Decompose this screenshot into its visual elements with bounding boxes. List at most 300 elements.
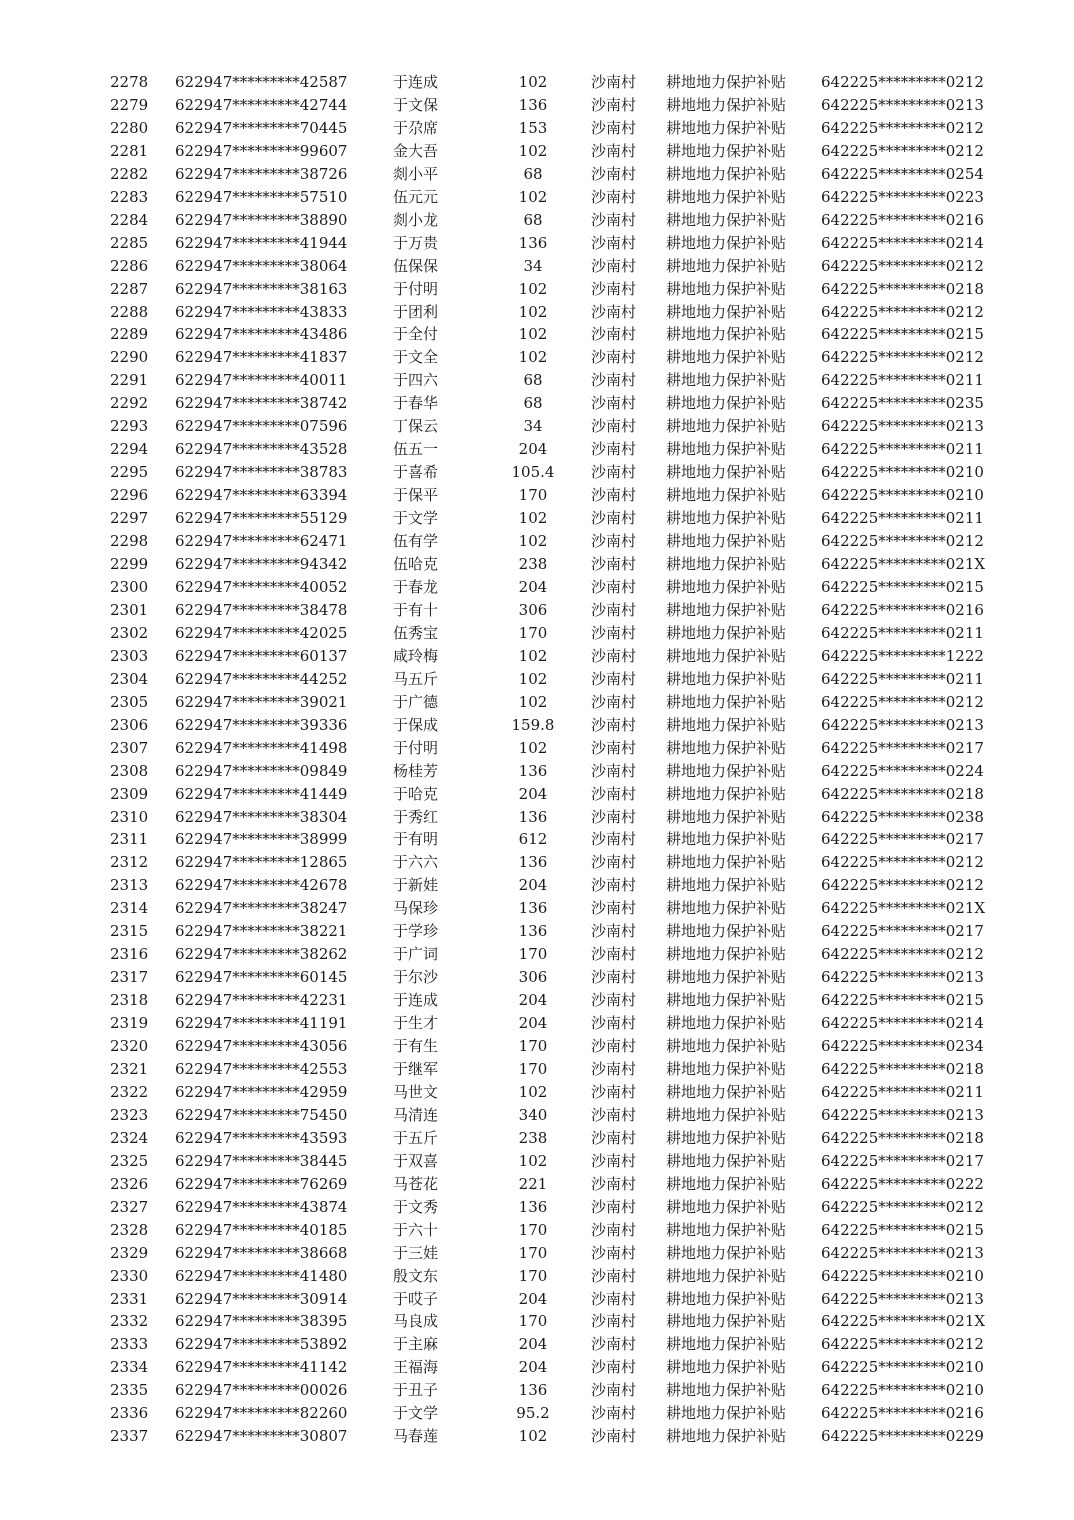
row-seq: 2336	[110, 1404, 149, 1423]
row-subsidy-type: 耕地地力保护补贴	[666, 1174, 787, 1193]
row-seq: 2296	[110, 486, 149, 505]
row-amount: 170	[518, 1059, 548, 1078]
row-amount: 136	[518, 761, 548, 780]
row-village: 沙南村	[591, 118, 637, 137]
row-seq: 2282	[110, 164, 149, 183]
row-account: 622947*********75450	[175, 1105, 348, 1124]
row-name: 殷文东	[393, 1266, 439, 1285]
row-account: 622947*********38247	[175, 899, 348, 918]
row-subsidy-type: 耕地地力保护补贴	[666, 1381, 787, 1400]
row-seq: 2287	[110, 279, 149, 298]
row-name: 于哎子	[393, 1289, 439, 1308]
row-subsidy-type: 耕地地力保护补贴	[666, 807, 787, 826]
row-subsidy-type: 耕地地力保护补贴	[666, 348, 787, 367]
row-subsidy-type: 耕地地力保护补贴	[666, 279, 787, 298]
table-row	[100, 163, 991, 186]
row-subsidy-type: 耕地地力保护补贴	[666, 1289, 787, 1308]
row-village: 沙南村	[591, 417, 637, 436]
row-amount: 34	[523, 256, 543, 275]
row-village: 沙南村	[591, 738, 637, 757]
table-row	[100, 186, 991, 209]
row-seq: 2335	[110, 1381, 149, 1400]
row-seq: 2317	[110, 968, 149, 987]
row-amount: 204	[518, 1358, 548, 1377]
row-subsidy-type: 耕地地力保护补贴	[666, 968, 787, 987]
row-name: 马保珍	[393, 899, 439, 918]
row-amount: 136	[518, 233, 548, 252]
table-row	[100, 278, 991, 301]
row-village: 沙南村	[591, 394, 637, 413]
row-seq: 2314	[110, 899, 149, 918]
row-name: 杨桂芳	[393, 761, 439, 780]
table-row	[100, 461, 991, 484]
table-row	[100, 828, 991, 851]
row-account: 622947*********76269	[175, 1174, 348, 1193]
row-seq: 2302	[110, 623, 149, 642]
row-id-number: 642225*********0212	[821, 532, 984, 551]
row-seq: 2333	[110, 1335, 149, 1354]
row-seq: 2288	[110, 302, 149, 321]
row-amount: 95.2	[516, 1404, 550, 1423]
row-subsidy-type: 耕地地力保护补贴	[666, 945, 787, 964]
row-seq: 2331	[110, 1289, 149, 1308]
row-amount: 34	[523, 417, 543, 436]
table-row	[100, 1058, 991, 1081]
row-amount: 238	[518, 555, 548, 574]
row-name: 于文学	[393, 1404, 439, 1423]
row-name: 于继军	[393, 1059, 439, 1078]
row-name: 于广德	[393, 692, 439, 711]
row-name: 于万贵	[393, 233, 439, 252]
row-name: 于有十	[393, 600, 439, 619]
row-name: 于有生	[393, 1037, 439, 1056]
row-amount: 170	[518, 486, 548, 505]
row-amount: 102	[518, 325, 548, 344]
row-account: 622947*********53892	[175, 1335, 348, 1354]
row-id-number: 642225*********0210	[821, 1358, 984, 1377]
row-account: 622947*********40052	[175, 577, 348, 596]
row-village: 沙南村	[591, 1404, 637, 1423]
table-row	[100, 1333, 991, 1356]
row-id-number: 642225*********0235	[821, 394, 984, 413]
row-village: 沙南村	[591, 853, 637, 872]
row-name: 于团利	[393, 302, 439, 321]
row-village: 沙南村	[591, 807, 637, 826]
row-subsidy-type: 耕地地力保护补贴	[666, 73, 787, 91]
row-name: 于六十	[393, 1220, 439, 1239]
table-row	[100, 783, 991, 806]
row-id-number: 642225*********0217	[821, 830, 984, 849]
table-row	[100, 1379, 991, 1402]
row-village: 沙南村	[591, 440, 637, 459]
table-row	[100, 943, 991, 966]
row-id-number: 642225*********0213	[821, 968, 984, 987]
row-id-number: 642225*********0213	[821, 417, 984, 436]
row-subsidy-type: 耕地地力保护补贴	[666, 600, 787, 619]
table-row	[100, 140, 991, 163]
row-subsidy-type: 耕地地力保护补贴	[666, 1220, 787, 1239]
row-subsidy-type: 耕地地力保护补贴	[666, 141, 787, 160]
row-seq: 2285	[110, 233, 149, 252]
row-amount: 170	[518, 1037, 548, 1056]
row-account: 622947*********94342	[175, 555, 348, 574]
row-village: 沙南村	[591, 991, 637, 1010]
table-row	[100, 71, 991, 94]
row-subsidy-type: 耕地地力保护补贴	[666, 1404, 787, 1423]
table-row	[100, 255, 991, 278]
row-account: 622947*********39021	[175, 692, 348, 711]
row-account: 622947*********12865	[175, 853, 348, 872]
row-amount: 306	[518, 968, 548, 987]
table-row	[100, 1288, 991, 1311]
row-name: 于保成	[393, 715, 439, 734]
row-village: 沙南村	[591, 577, 637, 596]
row-id-number: 642225*********021X	[821, 899, 986, 918]
table-row	[100, 622, 991, 645]
row-amount: 102	[518, 1151, 548, 1170]
row-village: 沙南村	[591, 600, 637, 619]
table-row	[100, 989, 991, 1012]
row-seq: 2311	[110, 830, 149, 849]
row-village: 沙南村	[591, 348, 637, 367]
row-subsidy-type: 耕地地力保护补贴	[666, 440, 787, 459]
row-village: 沙南村	[591, 187, 637, 206]
table-row	[100, 576, 991, 599]
row-account: 622947*********40011	[175, 371, 348, 390]
row-subsidy-type: 耕地地力保护补贴	[666, 1197, 787, 1216]
table-row	[100, 323, 991, 346]
row-seq: 2298	[110, 532, 149, 551]
subsidy-roster-table	[100, 71, 991, 1448]
row-subsidy-type: 耕地地力保护补贴	[666, 669, 787, 688]
row-village: 沙南村	[591, 233, 637, 252]
row-subsidy-type: 耕地地力保护补贴	[666, 1037, 787, 1056]
row-village: 沙南村	[591, 532, 637, 551]
table-row	[100, 232, 991, 255]
row-seq: 2291	[110, 371, 149, 390]
row-account: 622947*********38445	[175, 1151, 348, 1170]
row-seq: 2307	[110, 738, 149, 757]
row-village: 沙南村	[591, 73, 637, 91]
row-village: 沙南村	[591, 1128, 637, 1147]
row-id-number: 642225*********0213	[821, 1243, 984, 1262]
row-seq: 2299	[110, 555, 149, 574]
row-village: 沙南村	[591, 646, 637, 665]
row-subsidy-type: 耕地地力保护补贴	[666, 623, 787, 642]
row-id-number: 642225*********0210	[821, 463, 984, 482]
row-amount: 68	[523, 394, 543, 413]
row-id-number: 642225*********0217	[821, 738, 984, 757]
row-subsidy-type: 耕地地力保护补贴	[666, 555, 787, 574]
row-name: 伍有学	[393, 532, 439, 551]
row-account: 622947*********44252	[175, 669, 348, 688]
row-village: 沙南村	[591, 1082, 637, 1101]
table-row	[100, 117, 991, 140]
row-seq: 2293	[110, 417, 149, 436]
row-subsidy-type: 耕地地力保护补贴	[666, 1128, 787, 1147]
row-id-number: 642225*********0211	[821, 509, 984, 528]
row-seq: 2312	[110, 853, 149, 872]
row-account: 622947*********38783	[175, 463, 348, 482]
row-amount: 204	[518, 1335, 548, 1354]
table-row	[100, 1196, 991, 1219]
row-amount: 136	[518, 1381, 548, 1400]
row-village: 沙南村	[591, 1105, 637, 1124]
row-name: 马五斤	[393, 669, 439, 688]
row-id-number: 642225*********0218	[821, 1059, 984, 1078]
row-subsidy-type: 耕地地力保护补贴	[666, 1014, 787, 1033]
row-account: 622947*********42678	[175, 876, 348, 895]
row-subsidy-type: 耕地地力保护补贴	[666, 325, 787, 344]
row-id-number: 642225*********0212	[821, 141, 984, 160]
row-account: 622947*********41944	[175, 233, 348, 252]
row-subsidy-type: 耕地地力保护补贴	[666, 118, 787, 137]
row-account: 622947*********38262	[175, 945, 348, 964]
row-id-number: 642225*********0213	[821, 1289, 984, 1308]
row-id-number: 642225*********0213	[821, 715, 984, 734]
row-amount: 612	[518, 830, 548, 849]
row-account: 622947*********38064	[175, 256, 348, 275]
row-seq: 2319	[110, 1014, 149, 1033]
row-village: 沙南村	[591, 899, 637, 918]
row-name: 伍五一	[393, 440, 439, 459]
row-village: 沙南村	[591, 968, 637, 987]
row-name: 于文保	[393, 95, 439, 114]
row-id-number: 642225*********0215	[821, 1220, 984, 1239]
row-seq: 2305	[110, 692, 149, 711]
table-row	[100, 392, 991, 415]
row-name: 于付明	[393, 738, 439, 757]
row-name: 于哈克	[393, 784, 439, 803]
row-subsidy-type: 耕地地力保护补贴	[666, 922, 787, 941]
row-id-number: 642225*********0210	[821, 486, 984, 505]
row-amount: 306	[518, 600, 548, 619]
row-name: 于双喜	[393, 1151, 439, 1170]
row-account: 622947*********38395	[175, 1312, 348, 1331]
row-amount: 159.8	[511, 715, 555, 734]
row-seq: 2313	[110, 876, 149, 895]
row-name: 伍秀宝	[393, 623, 439, 642]
row-amount: 204	[518, 1289, 548, 1308]
row-subsidy-type: 耕地地力保护补贴	[666, 853, 787, 872]
row-account: 622947*********57510	[175, 187, 348, 206]
row-account: 622947*********42553	[175, 1059, 348, 1078]
row-account: 622947*********43874	[175, 1197, 348, 1216]
row-name: 于春华	[393, 394, 439, 413]
row-village: 沙南村	[591, 761, 637, 780]
row-subsidy-type: 耕地地力保护补贴	[666, 761, 787, 780]
table-row	[100, 1219, 991, 1242]
row-village: 沙南村	[591, 1197, 637, 1216]
row-amount: 105.4	[511, 463, 555, 482]
row-seq: 2322	[110, 1082, 149, 1101]
row-subsidy-type: 耕地地力保护补贴	[666, 577, 787, 596]
row-account: 622947*********38668	[175, 1243, 348, 1262]
row-subsidy-type: 耕地地力保护补贴	[666, 302, 787, 321]
table-row	[100, 920, 991, 943]
row-village: 沙南村	[591, 715, 637, 734]
row-name: 于丑子	[393, 1381, 439, 1400]
row-seq: 2310	[110, 807, 149, 826]
table-row	[100, 806, 991, 829]
row-amount: 102	[518, 141, 548, 160]
row-account: 622947*********30914	[175, 1289, 348, 1308]
row-subsidy-type: 耕地地力保护补贴	[666, 830, 787, 849]
row-village: 沙南村	[591, 1266, 637, 1285]
row-subsidy-type: 耕地地力保护补贴	[666, 210, 787, 229]
row-subsidy-type: 耕地地力保护补贴	[666, 371, 787, 390]
row-village: 沙南村	[591, 1289, 637, 1308]
row-seq: 2297	[110, 509, 149, 528]
table-row	[100, 668, 991, 691]
row-village: 沙南村	[591, 1059, 637, 1078]
row-amount: 136	[518, 807, 548, 826]
row-id-number: 642225*********0215	[821, 577, 984, 596]
row-account: 622947*********42587	[175, 73, 348, 91]
row-id-number: 642225*********0216	[821, 1404, 984, 1423]
row-name: 于春龙	[393, 577, 439, 596]
row-name: 于保平	[393, 486, 439, 505]
row-subsidy-type: 耕地地力保护补贴	[666, 1082, 787, 1101]
row-amount: 170	[518, 1266, 548, 1285]
table-row	[100, 346, 991, 369]
row-id-number: 642225*********0214	[821, 1014, 984, 1033]
row-id-number: 642225*********0216	[821, 600, 984, 619]
row-seq: 2279	[110, 95, 149, 114]
row-account: 622947*********41191	[175, 1014, 348, 1033]
row-amount: 102	[518, 738, 548, 757]
row-name: 于广词	[393, 945, 439, 964]
row-name: 于付明	[393, 279, 439, 298]
row-name: 丁保云	[393, 417, 439, 436]
row-village: 沙南村	[591, 623, 637, 642]
row-village: 沙南村	[591, 1335, 637, 1354]
row-seq: 2292	[110, 394, 149, 413]
row-subsidy-type: 耕地地力保护补贴	[666, 256, 787, 275]
table-row	[100, 691, 991, 714]
row-id-number: 642225*********0212	[821, 256, 984, 275]
row-id-number: 642225*********0254	[821, 164, 984, 183]
table-row	[100, 645, 991, 668]
row-id-number: 642225*********0222	[821, 1174, 984, 1193]
row-subsidy-type: 耕地地力保护补贴	[666, 1243, 787, 1262]
row-id-number: 642225*********1222	[821, 646, 984, 665]
roster-body	[100, 71, 991, 1448]
row-village: 沙南村	[591, 669, 637, 688]
row-name: 伍哈克	[393, 555, 439, 574]
row-amount: 68	[523, 371, 543, 390]
row-village: 沙南村	[591, 164, 637, 183]
row-seq: 2325	[110, 1151, 149, 1170]
row-village: 沙南村	[591, 509, 637, 528]
row-village: 沙南村	[591, 371, 637, 390]
row-id-number: 642225*********021X	[821, 1312, 986, 1331]
table-row	[100, 1104, 991, 1127]
row-seq: 2337	[110, 1427, 149, 1446]
row-id-number: 642225*********0213	[821, 95, 984, 114]
row-seq: 2294	[110, 440, 149, 459]
row-village: 沙南村	[591, 922, 637, 941]
row-village: 沙南村	[591, 555, 637, 574]
row-account: 622947*********41480	[175, 1266, 348, 1285]
row-amount: 204	[518, 577, 548, 596]
row-amount: 102	[518, 1427, 548, 1446]
row-account: 622947*********38742	[175, 394, 348, 413]
row-account: 622947*********38478	[175, 600, 348, 619]
row-id-number: 642225*********0217	[821, 1151, 984, 1170]
row-account: 622947*********38726	[175, 164, 348, 183]
row-account: 622947*********42744	[175, 95, 348, 114]
row-name: 金大吾	[393, 141, 439, 160]
table-row	[100, 1012, 991, 1035]
row-seq: 2324	[110, 1128, 149, 1147]
row-id-number: 642225*********0212	[821, 302, 984, 321]
row-id-number: 642225*********0212	[821, 876, 984, 895]
row-account: 622947*********55129	[175, 509, 348, 528]
row-account: 622947*********07596	[175, 417, 348, 436]
table-row	[100, 301, 991, 324]
row-village: 沙南村	[591, 1381, 637, 1400]
row-id-number: 642225*********0234	[821, 1037, 984, 1056]
row-account: 622947*********30807	[175, 1427, 348, 1446]
row-seq: 2315	[110, 922, 149, 941]
row-account: 622947*********38221	[175, 922, 348, 941]
table-row	[100, 1127, 991, 1150]
row-account: 622947*********43056	[175, 1037, 348, 1056]
row-subsidy-type: 耕地地力保护补贴	[666, 1427, 787, 1446]
row-subsidy-type: 耕地地力保护补贴	[666, 692, 787, 711]
row-subsidy-type: 耕地地力保护补贴	[666, 738, 787, 757]
row-amount: 102	[518, 73, 548, 91]
row-account: 622947*********99607	[175, 141, 348, 160]
row-seq: 2306	[110, 715, 149, 734]
row-account: 622947*********42025	[175, 623, 348, 642]
row-name: 于尕席	[393, 118, 439, 137]
table-row	[100, 714, 991, 737]
row-account: 622947*********43528	[175, 440, 348, 459]
row-account: 622947*********62471	[175, 532, 348, 551]
row-subsidy-type: 耕地地力保护补贴	[666, 233, 787, 252]
row-name: 马世文	[393, 1082, 439, 1101]
row-seq: 2308	[110, 761, 149, 780]
row-name: 于学珍	[393, 922, 439, 941]
row-amount: 136	[518, 922, 548, 941]
row-village: 沙南村	[591, 256, 637, 275]
row-seq: 2283	[110, 187, 149, 206]
row-name: 于文秀	[393, 1197, 439, 1216]
row-village: 沙南村	[591, 1151, 637, 1170]
row-account: 622947*********39336	[175, 715, 348, 734]
row-account: 622947*********41837	[175, 348, 348, 367]
row-amount: 68	[523, 210, 543, 229]
row-subsidy-type: 耕地地力保护补贴	[666, 463, 787, 482]
row-amount: 204	[518, 991, 548, 1010]
row-village: 沙南村	[591, 1427, 637, 1446]
row-id-number: 642225*********0215	[821, 325, 984, 344]
row-account: 622947*********40185	[175, 1220, 348, 1239]
row-name: 剡小龙	[393, 210, 439, 229]
row-account: 622947*********60137	[175, 646, 348, 665]
table-row	[100, 94, 991, 117]
row-subsidy-type: 耕地地力保护补贴	[666, 784, 787, 803]
table-row	[100, 874, 991, 897]
table-row	[100, 897, 991, 920]
row-account: 622947*********41498	[175, 738, 348, 757]
row-village: 沙南村	[591, 210, 637, 229]
row-subsidy-type: 耕地地力保护补贴	[666, 991, 787, 1010]
row-name: 伍元元	[393, 187, 439, 206]
row-name: 于文学	[393, 509, 439, 528]
